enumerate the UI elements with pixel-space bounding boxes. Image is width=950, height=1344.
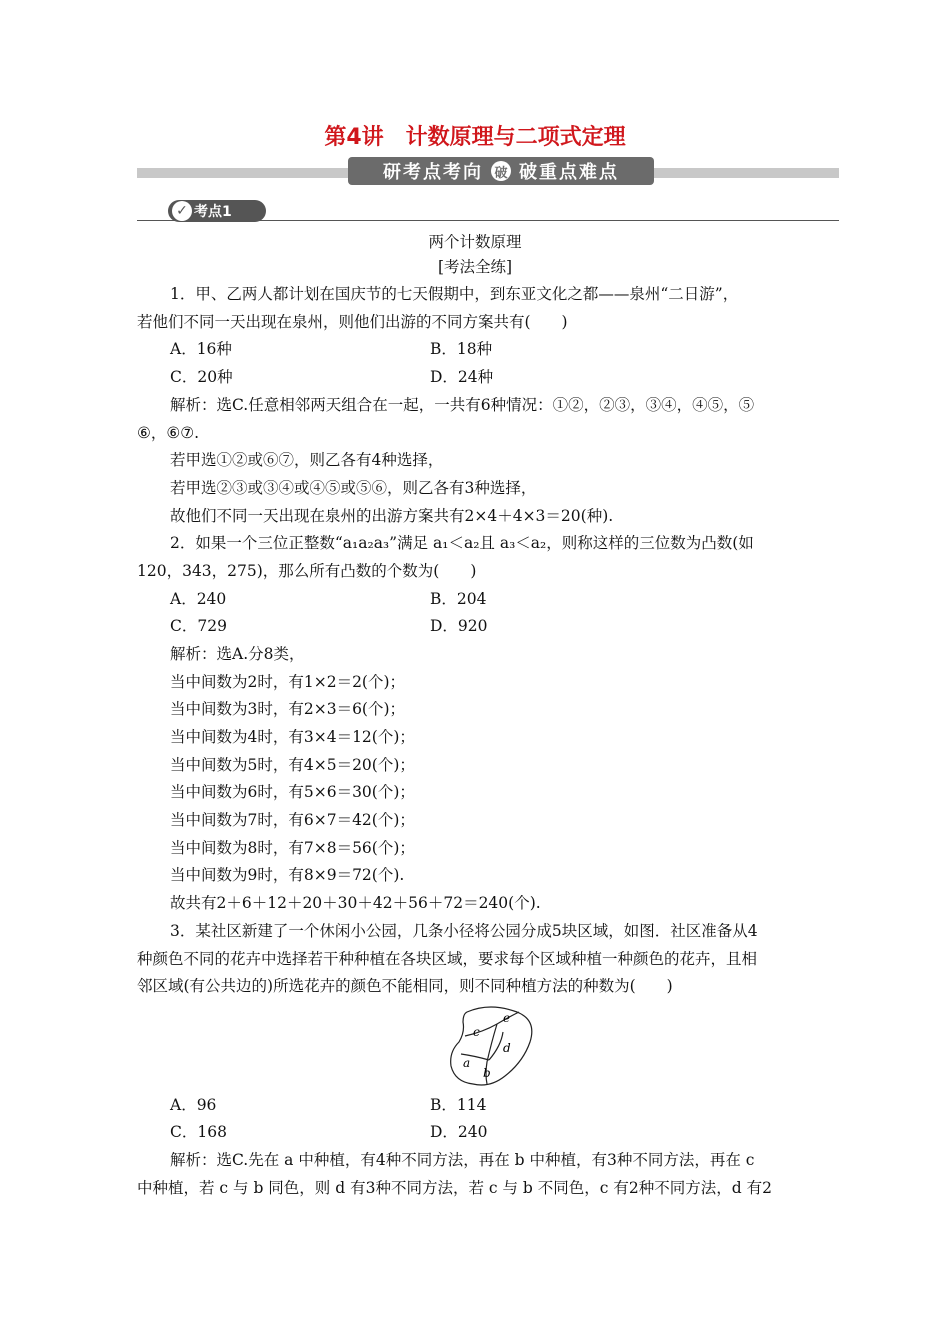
text-line: 故共有2＋6＋12＋20＋30＋42＋56＋72＝240(个).	[170, 894, 541, 912]
option-b: B．114	[430, 1096, 487, 1114]
text-line: 若他们不同一天出现在泉州，则他们出游的不同方案共有( )	[137, 313, 568, 331]
text-line: 邻区域(有公共边的)所选花卉的颜色不能相同，则不同种植方法的种数为( )	[137, 977, 673, 995]
text-line: 种颜色不同的花卉中选择若干种种植在各块区域，要求每个区域种植一种颜色的花卉，且相	[137, 950, 758, 968]
text-line: 解析：选A.分8类，	[170, 645, 305, 663]
text-line: 1．甲、乙两人都计划在国庆节的七天假期中，到东亚文化之都——泉州“二日游”，	[170, 285, 739, 303]
text-line: 若甲选②③或③④或④⑤或⑤⑥，则乙各有3种选择，	[170, 479, 537, 497]
text-line: 2．如果一个三位正整数“a₁a₂a₃”满足 a₁＜a₂且 a₃＜a₂，则称这样的三位数为凸数(如	[170, 534, 754, 552]
option-d: D．920	[430, 617, 488, 635]
text-line: 故他们不同一天出现在泉州的出游方案共有2×4＋4×3＝20(种).	[170, 507, 614, 525]
option-a: A．16种	[170, 340, 232, 358]
text-line: 当中间数为8时，有7×8＝56(个)；	[170, 839, 415, 857]
section-heading: 两个计数原理	[428, 233, 522, 251]
text-line: 若甲选①②或⑥⑦，则乙各有4种选择，	[170, 451, 444, 469]
option-c: C．168	[170, 1123, 227, 1141]
check-icon: ✓	[172, 201, 192, 221]
text-line: 中种植，若 c 与 b 同色，则 d 有3种不同方法，若 c 与 b 不同色，c 有2种不同方法，d 有2	[137, 1179, 772, 1197]
option-b: B．18种	[430, 340, 493, 358]
text-line: 当中间数为7时，有6×7＝42(个)；	[170, 811, 415, 829]
section-subheading: [考法全练]	[437, 258, 513, 276]
park-region-figure	[445, 1004, 540, 1089]
option-b: B．204	[430, 590, 487, 608]
option-a: A．240	[170, 590, 227, 608]
region-label-b: b	[483, 1066, 491, 1080]
text-line: 当中间数为9时，有8×9＝72(个).	[170, 866, 405, 884]
region-label-c: c	[473, 1025, 480, 1039]
text-line: 3．某社区新建了一个休闲小公园，几条小径将公园分成5块区域，如图．社区准备从4	[170, 922, 758, 940]
text-line: 当中间数为5时，有4×5＝20(个)；	[170, 756, 415, 774]
text-line: 当中间数为6时，有5×6＝30(个)；	[170, 783, 415, 801]
text-line: 解析：选C.任意相邻两天组合在一起，一共有6种情况：①②，②③，③④，④⑤，⑤	[170, 396, 755, 414]
section-banner	[348, 157, 654, 185]
region-label-d: d	[503, 1041, 511, 1055]
text-line: 当中间数为2时，有1×2＝2(个)；	[170, 673, 406, 691]
kaodian-tag	[168, 200, 266, 222]
region-label-a: a	[463, 1056, 471, 1070]
text-line: ⑥，⑥⑦.	[137, 424, 200, 442]
page-title: 第4讲 计数原理与二项式定理	[324, 125, 626, 150]
text-line: 120，343，275)，那么所有凸数的个数为( )	[137, 562, 477, 580]
option-c: C．20种	[170, 368, 233, 386]
text-line: 当中间数为4时，有3×4＝12(个)；	[170, 728, 415, 746]
banner-circle-icon: 破	[491, 161, 511, 181]
text-line: 当中间数为3时，有2×3＝6(个)；	[170, 700, 406, 718]
text-line: 解析：选C.先在 a 中种植，有4种不同方法，再在 b 中种植，有3种不同方法，再在 c	[170, 1151, 755, 1169]
option-c: C．729	[170, 617, 227, 635]
option-a: A．96	[170, 1096, 217, 1114]
banner-right-text: 破重点难点	[519, 162, 619, 183]
option-d: D．240	[430, 1123, 488, 1141]
region-label-e: e	[503, 1011, 511, 1025]
banner-left-text: 研考点考向	[383, 162, 483, 183]
option-d: D．24种	[430, 368, 494, 386]
kaodian-label: 考点1	[194, 204, 232, 220]
